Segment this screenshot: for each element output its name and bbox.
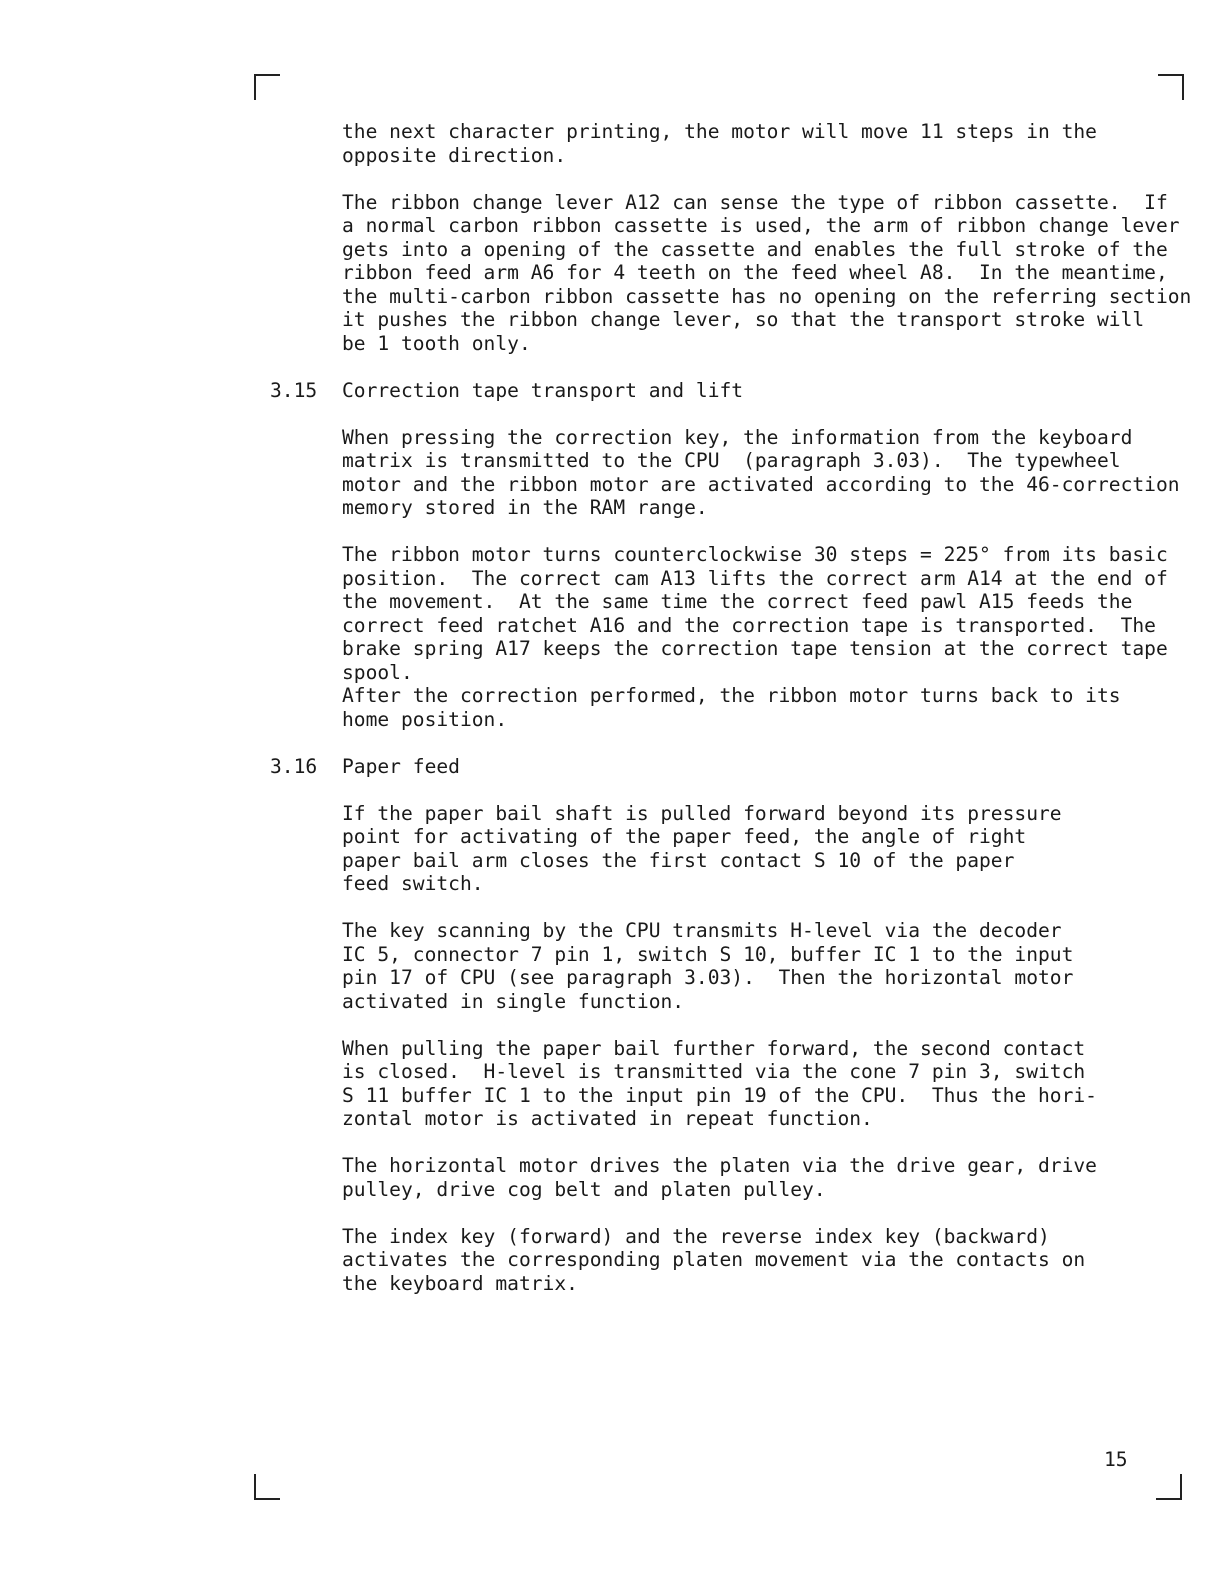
paragraph-line: feed switch. (342, 872, 484, 895)
paragraph-line: it pushes the ribbon change lever, so that the transport stroke will (342, 308, 1145, 331)
paragraph-line: zontal motor is activated in repeat function. (342, 1107, 873, 1130)
paragraph-line: After the correction performed, the ribbon motor turns back to its (342, 684, 1121, 707)
paragraph (342, 1037, 1202, 1131)
paragraph-line: IC 5, connector 7 pin 1, switch S 10, buffer IC 1 to the input (342, 942, 1074, 966)
paragraph-line: When pressing the correction key, the information from the keyboard (342, 425, 1133, 449)
paragraph-line: the movement. At the same time the correct feed pawl A15 feeds the (342, 590, 1133, 613)
paragraph (342, 1225, 1202, 1296)
paragraph-line: the multi-carbon ribbon cassette has no opening on the referring section (342, 284, 1192, 308)
paragraph-line: home position. (342, 707, 508, 731)
paragraph-line: S 11 buffer IC 1 to the input pin 19 of the CPU. Thus the hori- (342, 1083, 1097, 1107)
paragraph-line: the keyboard matrix. (342, 1271, 578, 1295)
document-body (0, 120, 1224, 1319)
paragraph (342, 919, 1202, 1013)
crop-mark-bottom-right (1156, 1474, 1182, 1500)
paragraph-line: opposite direction. (342, 143, 567, 167)
paragraph-line: spool. (342, 660, 413, 684)
section-title: Paper feed (342, 754, 460, 778)
paragraph-line: pulley, drive cog belt and platen pulley. (342, 1177, 826, 1201)
section-heading (0, 755, 1224, 779)
paragraph-line: position. The correct cam A13 lifts the correct arm A14 at the end of (342, 566, 1168, 590)
section-title: Correction tape transport and lift (342, 378, 744, 402)
section-heading (0, 379, 1224, 403)
section-number: 3.16 (270, 754, 318, 778)
paragraph-line: If the paper bail shaft is pulled forward beyond its pressure (342, 801, 1062, 825)
paragraph (342, 1154, 1202, 1201)
paragraph-line: motor and the ribbon motor are activated according to the 46-correction (342, 472, 1180, 496)
paragraph-line: a normal carbon ribbon cassette is used, the arm of ribbon change lever (342, 214, 1180, 237)
crop-mark-top-left (254, 74, 280, 100)
paragraph-line: activates the corresponding platen movement via the contacts on (342, 1248, 1086, 1271)
paragraph-line: When pulling the paper bail further forward, the second contact (342, 1036, 1086, 1060)
paragraph-line: matrix is transmitted to the CPU (paragraph 3.03). The typewheel (342, 449, 1121, 472)
paragraph-line: paper bail arm closes the first contact S 10 of the paper (342, 848, 1015, 872)
paragraph-line: The horizontal motor drives the platen via the drive gear, drive (342, 1154, 1097, 1177)
paragraph-line: memory stored in the RAM range. (342, 496, 708, 519)
paragraph-line: brake spring A17 keeps the correction tape tension at the correct tape (342, 637, 1168, 660)
crop-mark-top-right (1158, 74, 1184, 100)
paragraph (342, 802, 1202, 896)
paragraph-line: ribbon feed arm A6 for 4 teeth on the feed wheel A8. In the meantime, (342, 261, 1168, 284)
paragraph-line: The ribbon change lever A12 can sense the type of ribbon cassette. If (342, 190, 1168, 214)
paragraph-line: The ribbon motor turns counterclockwise 30 steps = 225° from its basic (342, 543, 1168, 566)
crop-mark-bottom-left (254, 1474, 280, 1500)
paragraph-line: the next character printing, the motor will move 11 steps in the (342, 120, 1097, 143)
page-number: 15 (1104, 1448, 1128, 1471)
paragraph-line: be 1 tooth only. (342, 331, 531, 355)
paragraph-line: is closed. H-level is transmitted via the cone 7 pin 3, switch (342, 1060, 1086, 1083)
paragraph (342, 120, 1202, 167)
section-number: 3.15 (270, 378, 318, 402)
paragraph (342, 426, 1202, 520)
paragraph-line: The index key (forward) and the reverse index key (backward) (342, 1224, 1050, 1248)
paragraph-line: gets into a opening of the cassette and enables the full stroke of the (342, 237, 1168, 261)
paragraph-line: correct feed ratchet A16 and the correction tape is transported. The (342, 613, 1156, 637)
paragraph (342, 191, 1202, 356)
paragraph (342, 543, 1202, 731)
paragraph-line: point for activating of the paper feed, the angle of right (342, 825, 1027, 848)
paragraph-line: pin 17 of CPU (see paragraph 3.03). Then the horizontal motor (342, 966, 1074, 989)
paragraph-line: activated in single function. (342, 989, 685, 1013)
paragraph-line: The key scanning by the CPU transmits H-level via the decoder (342, 919, 1062, 942)
